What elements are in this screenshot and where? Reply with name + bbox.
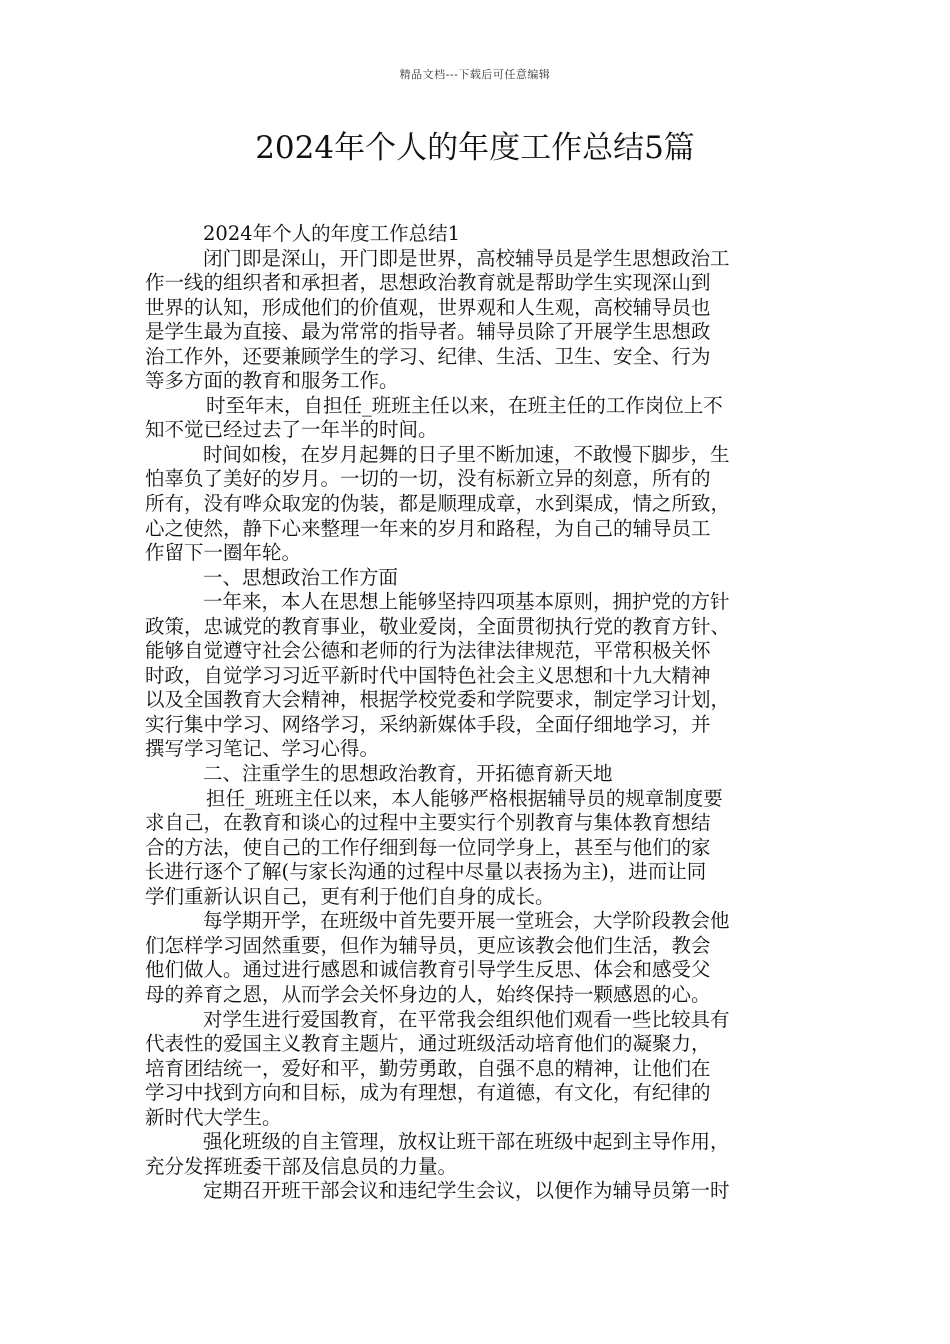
text-line: 世界的认知，形成他们的价值观，世界观和人生观，高校辅导员也 (145, 295, 711, 319)
text-line: 实行集中学习、网络学习，采纳新媒体手段，全面仔细地学习，并 (145, 712, 711, 736)
text-line: 们怎样学习固然重要，但作为辅导员，更应该教会他们生活，教会 (145, 933, 711, 957)
document-title: 2024年个人的年度工作总结5篇 (255, 130, 695, 166)
text-line: 对学生进行爱国教育，在平常我会组织他们观看一些比较具有 (203, 1007, 730, 1031)
text-line: 政策，忠诚党的教育事业，敬业爱岗，全面贯彻执行党的教育方针、 (145, 614, 731, 638)
text-line: 以及全国教育大会精神，根据学校党委和学院要求，制定学习计划， (145, 688, 731, 712)
text-line: 他们做人。通过进行感恩和诚信教育引导学生反思、体会和感受父 (145, 958, 711, 982)
text-line: 长进行逐个了解(与家长沟通的过程中尽量以表扬为主)，进而让同 (145, 860, 707, 884)
text-line: 培育团结统一，爱好和平，勤劳勇敢，自强不息的精神，让他们在 (145, 1056, 711, 1080)
text-line: 作留下一圈年轮。 (145, 541, 302, 565)
text-line: 一、思想政治工作方面 (203, 565, 399, 589)
text-line: 一年来，本人在思想上能够坚持四项基本原则，拥护党的方针 (203, 590, 730, 614)
text-line: 充分发挥班委干部及信息员的力量。 (145, 1154, 458, 1178)
text-line: 2024年个人的年度工作总结1 (203, 222, 461, 245)
text-line: 定期召开班干部会议和违纪学生会议，以便作为辅导员第一时 (203, 1179, 730, 1203)
text-line: 母的养育之恩，从而学会关怀身边的人，始终保持一颗感恩的心。 (145, 982, 711, 1006)
text-line: 求自己，在教育和谈心的过程中主要实行个别教育与集体教育想结 (145, 811, 711, 835)
text-line: 是学生最为直接、最为常常的指导者。辅导员除了开展学生思想政 (145, 320, 711, 344)
text-line: 代表性的爱国主义教育主题片，通过班级活动培育他们的凝聚力， (145, 1032, 711, 1056)
text-line: 担任_班班主任以来，本人能够严格根据辅导员的规章制度要 (206, 786, 723, 810)
text-line: 心之使然，静下心来整理一年来的岁月和路程，为自己的辅导员工 (145, 516, 711, 540)
text-line: 撰写学习笔记、学习心得。 (145, 737, 380, 761)
text-line: 学们重新认识自己，更有利于他们自身的成长。 (145, 884, 555, 908)
text-line: 治工作外，还要兼顾学生的学习、纪律、生活、卫生、安全、行为 (145, 344, 711, 368)
text-line: 等多方面的教育和服务工作。 (145, 369, 399, 393)
document-body (145, 222, 815, 1204)
text-line: 所有，没有哗众取宠的伪装，都是顺理成章，水到渠成，情之所致， (145, 492, 731, 516)
text-line: 每学期开学，在班级中首先要开展一堂班会，大学阶段教会他 (203, 909, 730, 933)
text-line: 强化班级的自主管理，放权让班干部在班级中起到主导作用， (203, 1130, 730, 1154)
text-line: 作一线的组织者和承担者，思想政治教育就是帮助学生实现深山到 (145, 271, 711, 295)
text-line: 能够自觉遵守社会公德和老师的行为法律法律规范，平常积极关怀 (145, 639, 711, 663)
text-line: 时间如梭，在岁月起舞的日子里不断加速，不敢慢下脚步，生 (203, 442, 730, 466)
text-line: 新时代大学生。 (145, 1105, 282, 1129)
text-line: 知不觉已经过去了一年半的时间。 (145, 418, 438, 442)
text-line: 学习中找到方向和目标，成为有理想，有道德，有文化，有纪律的 (145, 1081, 711, 1105)
text-line: 怕辜负了美好的岁月。一切的一切，没有标新立异的刻意，所有的 (145, 467, 711, 491)
text-line: 合的方法，使自己的工作仔细到每一位同学身上，甚至与他们的家 (145, 835, 711, 859)
text-line: 时政，自觉学习习近平新时代中国特色社会主义思想和十九大精神 (145, 663, 711, 687)
header-note: 精品文档---下载后可任意编辑 (399, 68, 551, 81)
text-line: 闭门即是深山，开门即是世界，高校辅导员是学生思想政治工 (203, 246, 730, 270)
text-line: 二、注重学生的思想政治教育，开拓德育新天地 (203, 762, 613, 786)
text-line: 时至年末，自担任_班班主任以来，在班主任的工作岗位上不 (206, 393, 723, 417)
